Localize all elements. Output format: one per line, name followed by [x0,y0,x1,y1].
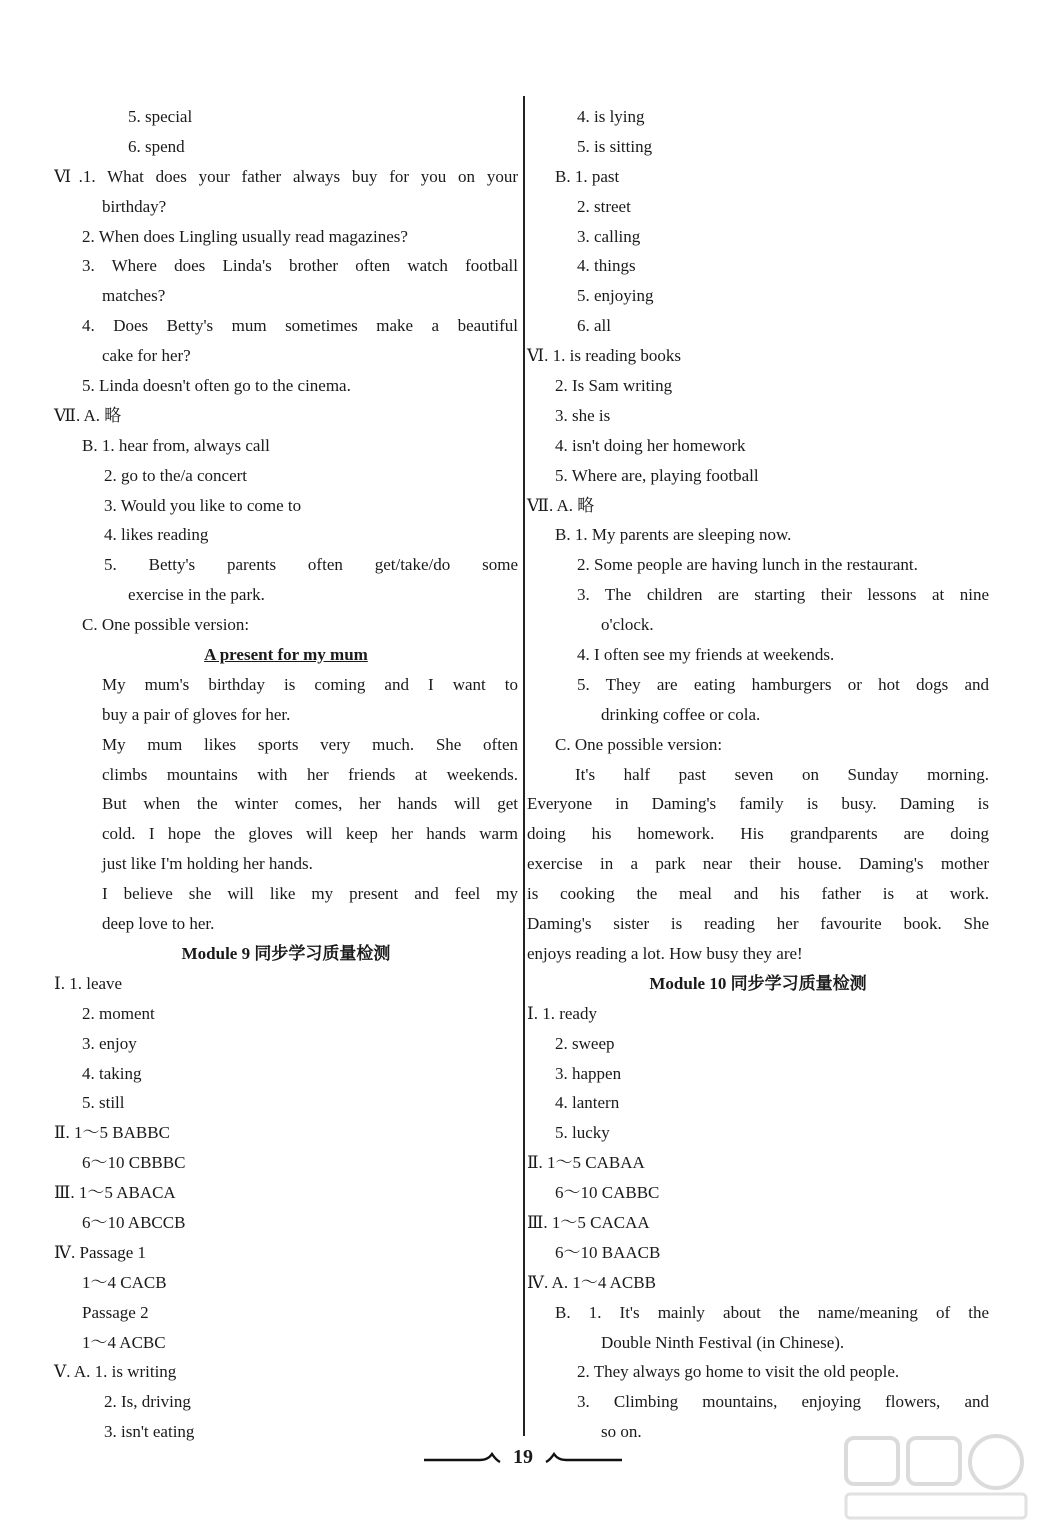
right-column-line: B. 1. past [555,166,620,186]
right-column-line: Everyone in Daming's family is busy. Daming is [527,794,989,814]
right-column-line: 5. lucky [555,1123,610,1143]
left-column-line: C. One possible version: [82,615,250,635]
right-column-line: B. 1. It's mainly about the name/meaning of the [555,1302,989,1322]
left-column-line: 3. Would you like to come to [104,495,302,515]
left-column-line: 2. Is, driving [104,1392,191,1412]
right-column-line: Ⅶ. A. 略 [527,495,595,515]
right-column-line: 4. I often see my friends at weekends. [577,645,835,665]
left-column-line: birthday? [102,196,167,216]
left-column-line: Ⅶ. A. 略 [54,405,122,425]
left-column-line: 3. Where does Linda's brother often watch football [82,256,518,276]
left-column [54,102,518,1447]
left-column-line: A present for my mum [204,645,368,665]
left-column-line: 4. taking [82,1063,142,1083]
right-ornament-icon [544,1451,624,1465]
right-column-line: 5. They are eating hamburgers or hot dogs and [577,674,989,694]
right-column-line: 2. They always go home to visit the old people. [577,1362,900,1382]
left-column-line: cold. I hope the gloves will keep her hands warm [102,824,518,844]
left-column-line: 1～4 ACBC [82,1332,166,1352]
right-column-line: Module 10 同步学习质量检测 [649,973,867,993]
left-column-line: Module 9 同步学习质量检测 [181,943,391,963]
right-column-line: o'clock. [601,615,654,635]
right-column-line: Ⅲ. 1～5 CACAA [527,1212,650,1232]
watermark-logo-icon [840,1432,1030,1524]
right-column-line: Ⅱ. 1～5 CABAA [527,1153,645,1173]
left-column-line: matches? [102,286,166,306]
left-column-line: 4. Does Betty's mum sometimes make a beautiful [82,316,518,336]
left-column-line: cake for her? [102,346,191,366]
right-column-line: exercise in a park near their house. Daming's mother [527,854,989,874]
left-column-line: 3. isn't eating [104,1422,195,1442]
left-column-line: 3. enjoy [82,1033,137,1053]
right-column-line: C. One possible version: [555,734,723,754]
right-column-line: It's half past seven on Sunday morning. [575,764,989,784]
right-column-line: 2. Is Sam writing [555,376,673,396]
right-column-line: drinking coffee or cola. [601,704,761,724]
right-column-line: is cooking the meal and his father is at work. [527,884,989,904]
left-column-line: 6～10 ABCCB [82,1212,186,1232]
right-column-line: B. 1. My parents are sleeping now. [555,525,792,545]
left-column-line: 6～10 CBBBC [82,1153,186,1173]
left-column-line: 5. still [82,1093,125,1113]
right-column-line: 3. calling [577,226,641,246]
column-divider [523,96,525,1436]
left-column-line: 4. likes reading [104,525,209,545]
left-column-line: 5. Betty's parents often get/take/do some [104,555,518,575]
left-column-line: My mum likes sports very much. She often [102,734,518,754]
left-column-line: Passage 2 [82,1302,149,1322]
right-column-line: 4. is lying [577,107,645,126]
right-column-line: 6. all [577,316,611,336]
right-column [527,102,989,1447]
right-column-line: 4. things [577,256,636,276]
left-column-line: climbs mountains with her friends at weekends. [102,764,518,784]
right-column-line: Double Ninth Festival (in Chinese). [601,1332,845,1352]
right-column-line: 6～10 BAACB [555,1242,661,1262]
right-column-line: Ⅵ. 1. is reading books [527,346,682,366]
right-column-line: 2. Some people are having lunch in the restaurant. [577,555,918,575]
right-column-line: 2. sweep [555,1033,615,1053]
right-column-line: 5. Where are, playing football [555,465,759,485]
left-column-line: Ⅴ. A. 1. is writing [54,1362,177,1382]
left-column-line: 5. Linda doesn't often go to the cinema. [82,376,351,396]
left-column-line: Ⅳ. Passage 1 [54,1242,147,1262]
left-column-line: just like I'm holding her hands. [102,854,313,874]
right-column-line: 6～10 CABBC [555,1183,660,1203]
right-column-line: Daming's sister is reading her favourite book. She [527,914,989,934]
left-column-line: 2. go to the/a concert [104,465,248,485]
left-ornament-icon [422,1451,502,1465]
right-column-line: Ⅰ. 1. ready [527,1003,597,1023]
right-column-line: so on. [601,1422,642,1442]
right-column-line: 4. lantern [555,1093,620,1113]
left-column-line: 2. moment [82,1003,155,1023]
left-column-line: B. 1. hear from, always call [82,435,270,455]
left-column-line: exercise in the park. [128,585,265,605]
right-column-line: 2. street [577,196,631,216]
left-column-line: I believe she will like my present and feel my [102,884,518,904]
right-column-line: 5. enjoying [577,286,654,306]
right-column-line: 3. The children are starting their lessons at nine [577,585,989,605]
right-column-line: 5. is sitting [577,136,653,156]
right-column-line: 4. isn't doing her homework [555,435,746,455]
left-column-line: Ⅵ.1. What does your father always buy for you on your [54,166,518,186]
page-number: 19 [513,1446,533,1468]
left-column-line: buy a pair of gloves for her. [102,704,291,724]
right-column-line: 3. she is [555,405,611,425]
left-column-line: Ⅱ. 1～5 BABBC [54,1123,170,1143]
right-column-line: Ⅳ. A. 1～4 ACBB [527,1272,656,1292]
right-column-line: enjoys reading a lot. How busy they are! [527,943,803,963]
left-column-line: Ⅰ. 1. leave [54,973,123,993]
left-column-line: 2. When does Lingling usually read magazines? [82,226,408,246]
left-column-line: 5. special [128,107,193,126]
right-column-line: 3. happen [555,1063,622,1083]
right-column-line: doing his homework. His grandparents are doing [527,824,989,844]
right-column-line: 3. Climbing mountains, enjoying flowers, and [577,1392,989,1412]
left-column-line: My mum's birthday is coming and I want to [102,674,518,694]
left-column-line: deep love to her. [102,914,215,934]
left-column-line: But when the winter comes, her hands will get [102,794,518,814]
left-column-line: Ⅲ. 1～5 ABACA [54,1183,176,1203]
left-column-line: 1～4 CACB [82,1272,167,1292]
left-column-line: 6. spend [128,136,185,156]
